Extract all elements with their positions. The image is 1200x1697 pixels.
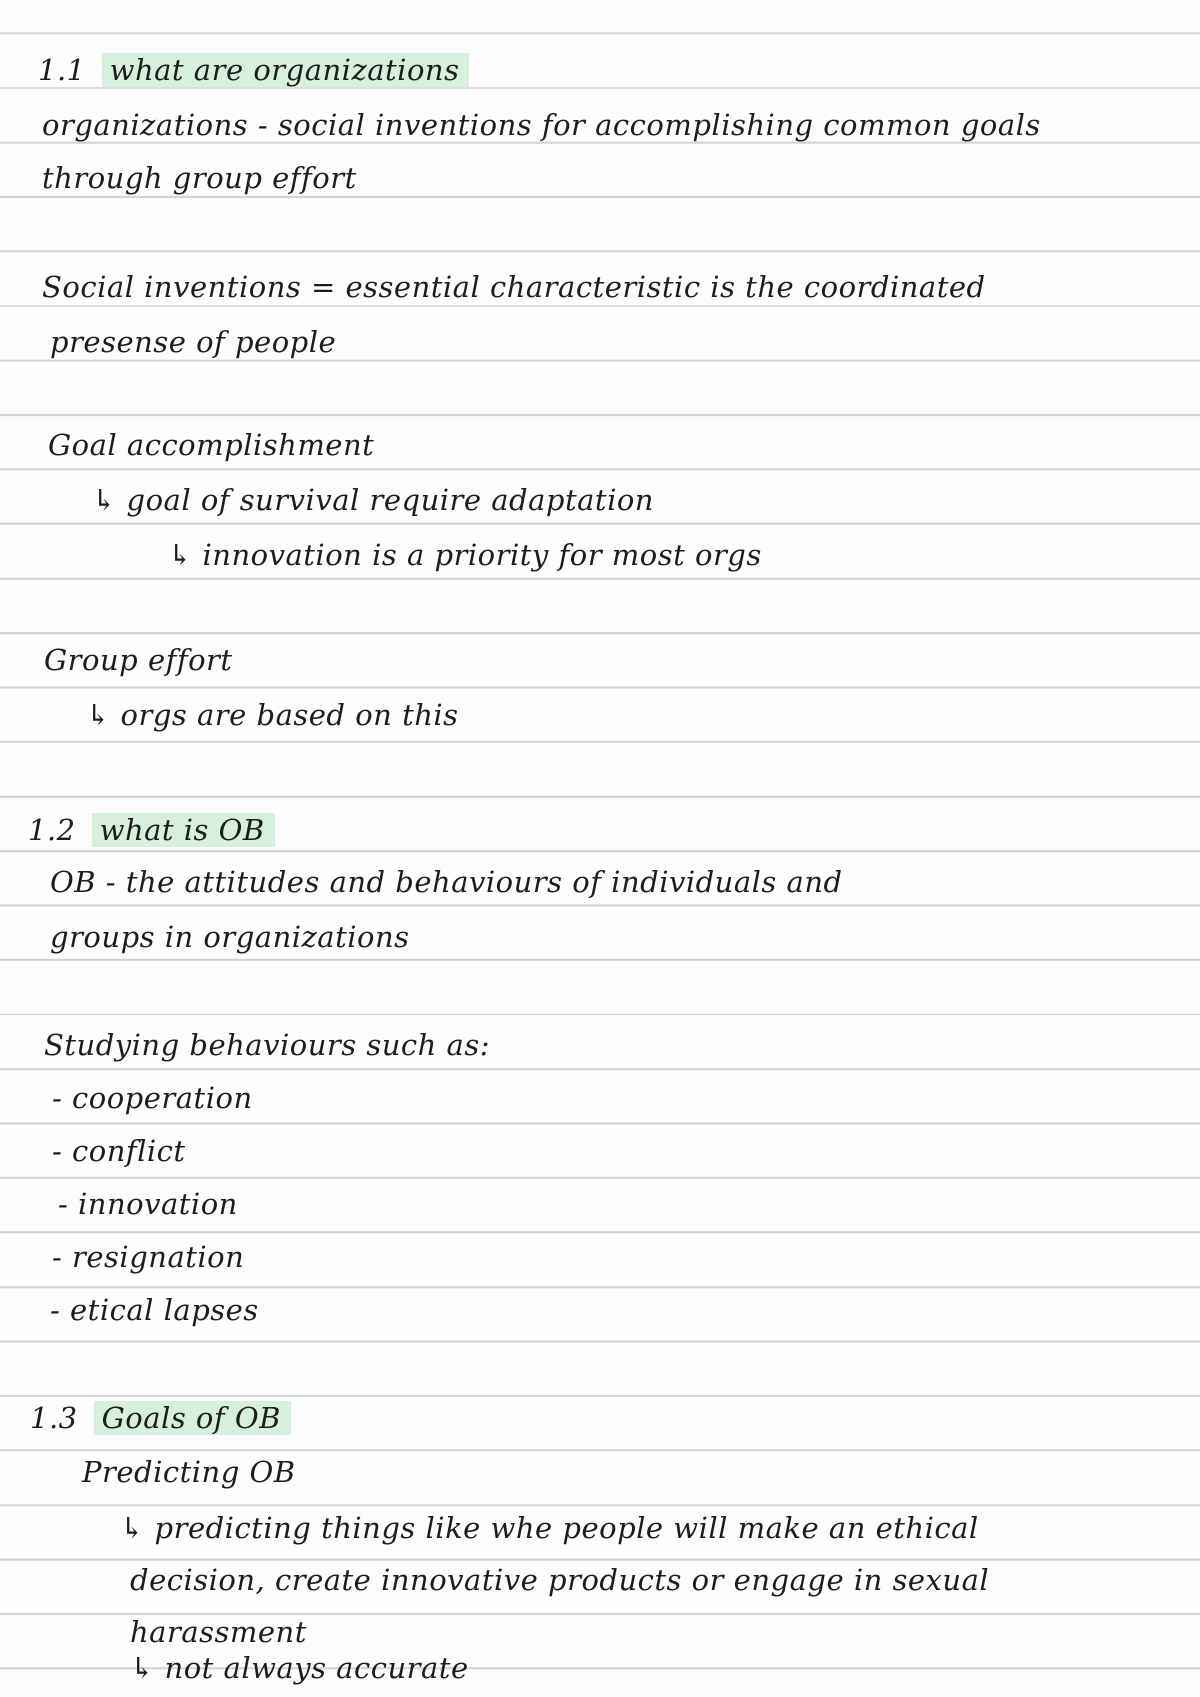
note-line: OB - the attitudes and behaviours of individuals and [50,865,843,899]
highlighted-heading: what is OB [92,813,275,847]
note-line: presense of people [50,325,337,359]
note-line: groups in organizations [50,920,410,954]
note-line: ↳ predicting things like whe people will make an ethical [120,1511,979,1545]
note-line: harassment [130,1615,307,1649]
note-line: decision, create innovative products or engage in sexual [130,1563,990,1597]
note-line: - etical lapses [50,1293,259,1327]
note-line: organizations - social inventions for accomplishing common goals [42,108,1041,142]
note-line: Group effort [44,643,233,677]
note-line: Studying behaviours such as: [44,1028,490,1062]
note-line: ↳ not always accurate [130,1651,469,1685]
note-line: - cooperation [52,1081,253,1115]
section-number: 1.3 [30,1401,78,1435]
section-number: 1.2 [28,813,76,847]
note-line: - resignation [52,1240,245,1274]
section-heading-1-3 [30,1398,291,1438]
note-line: Goal accomplishment [48,428,375,462]
section-heading-1-2 [28,810,275,850]
note-line: - conflict [52,1134,186,1168]
note-line: Social inventions = essential characteristic is the coordinated [42,270,986,304]
note-line: ↳ innovation is a priority for most orgs [168,538,762,572]
highlighted-heading: what are organizations [102,53,470,87]
note-line: ↳ orgs are based on this [86,698,459,732]
note-line: ↳ goal of survival require adaptation [92,483,654,517]
section-number: 1.1 [38,53,86,87]
note-line: Predicting OB [82,1455,296,1489]
note-line: through group effort [42,161,357,195]
section-heading-1-1 [38,50,469,90]
highlighted-heading: Goals of OB [94,1401,291,1435]
note-line: - innovation [58,1187,238,1221]
